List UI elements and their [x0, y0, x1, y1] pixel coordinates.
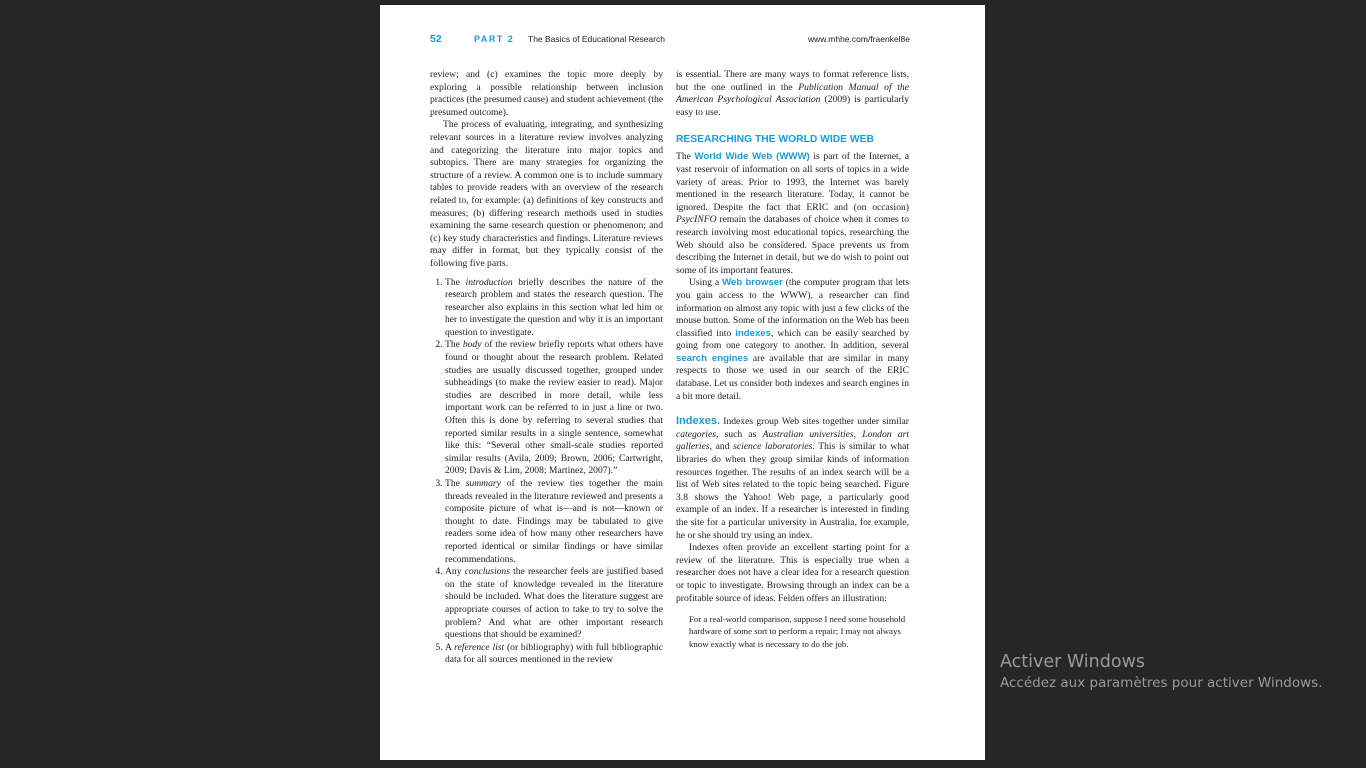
- list-term: conclusions: [464, 566, 510, 578]
- paragraph: Indexes. Indexes group Web sites together under similar categories, such as Australian universities, London art galleries, and science laboratories. This is similar to what libraries do when they group similar kinds of information resources together. The results of an index search will be a list of Web sites related to the topic being searched. Figure 3.8 shows the Yahoo! Web page, a particularly good example of an index. If a researcher is interested in finding the site for a particular university in Australia, for example, he or she should try using an index.: [676, 415, 909, 541]
- header-url: www.mhhe.com/fraenkel8e: [807, 34, 910, 44]
- list-item: 4. Any conclusions the researcher feels are justified based on the state of knowledge revealed in the literature should be included. What does the literature suggest are appropriate courses of action to take to try to solve the problem? And what are other important research questions that should be examined?: [445, 566, 663, 642]
- list-item: 1. The introduction briefly describes the nature of the research problem and states the research question. The researcher also explains in this section what led him or her to investigate the question and why it is an important question to investigate.: [445, 277, 663, 340]
- block-quote: For a real-world comparison, suppose I need some household hardware of some sort to perform a repair; I may not always know exactly what is necessary to do the job.: [689, 614, 906, 649]
- spacer: [676, 403, 909, 415]
- paragraph: Indexes often provide an excellent starting point for a review of the literature. This is especially true when a researcher does not have a clear idea for a research question or topic to investigate. Browsing through an index can be a profitable source of ideas. Felden offers an illustration:: [676, 542, 909, 604]
- watermark-title: Activer Windows: [1000, 652, 1146, 672]
- watermark-subtitle: Accédez aux paramètres pour activer Windows.: [1000, 675, 1323, 691]
- key-term: indexes: [735, 327, 771, 339]
- list-term: introduction: [465, 276, 513, 288]
- subheading: Indexes.: [676, 415, 721, 428]
- document-page: [380, 5, 985, 760]
- paragraph: review; and (c) examines the topic more deeply by exploring a possible relationship between inclusion practices (the presumed cause) and student achievement (the presumed outcome).: [430, 69, 663, 118]
- part-title: The Basics of Educational Research: [528, 34, 666, 44]
- list-term: reference list: [454, 641, 505, 653]
- paragraph: Using a Web browser (the computer program that lets you gain access to the WWW), a researcher can find information on almost any topic with just a few clicks of the mouse button. Some of the information on the Web has been classified into indexes, which can be easily searched by going from one category to another. In addition, several search engines are available that are similar in many respects to those we used in our search of the ERIC database. Let us consider both indexes and search engines in a bit more detail.: [676, 277, 909, 402]
- key-term: Web browser: [722, 277, 783, 289]
- part-label: PART 2: [474, 34, 515, 44]
- section-heading: RESEARCHING THE WORLD WIDE WEB: [676, 134, 874, 146]
- review-parts-list: [430, 277, 663, 667]
- list-item: 5. A reference list (or bibliography) with full bibliographic data for all sources mentioned in the review: [445, 642, 663, 667]
- key-term: World Wide Web (WWW): [694, 151, 810, 163]
- paragraph: The process of evaluating, integrating, and synthesizing relevant sources in a literature review involves analyzing and categorizing the literature into major topics and subtopics. There are many strategies for organizing the structure of a review. A common one is to include summary tables to provide readers with an overview of the research related to, for example: (a) definitions of key constructs and measures; (b) differing research methods used in studies examining the same research question or phenomenon; and (c) key study characteristics and findings. Literature reviews may differ in format, but they typically consist of the following five parts.: [430, 119, 663, 269]
- paragraph: is essential. There are many ways to format reference lists, but the one outlined in the Publication Manual of the American Psychological Association (2009) is particularly easy to use.: [676, 69, 909, 118]
- list-term: body: [462, 339, 482, 351]
- list-term: summary: [465, 478, 501, 489]
- running-header: [430, 33, 910, 47]
- page-number: 52: [430, 33, 442, 45]
- right-column: [676, 69, 909, 650]
- list-item: 3. The summary of the review ties together the main threads revealed in the literature reviewed and presents a composite picture of what is—and is not—known or thought to date. Findings may be tabulated to give readers some idea of how many other researchers have reported identical or similar findings or have similar recommendations.: [445, 478, 663, 566]
- key-term: search engines: [676, 352, 749, 364]
- paragraph: The World Wide Web (WWW) is part of the Internet, a vast reservoir of information on all sorts of topics in a wide variety of areas. Prior to 1993, the Internet was barely mentioned in the research literature. Today, it cannot be ignored. Despite the fact that ERIC and (on occasion) PsycINFO remain the databases of choice when it comes to research involving most educational topics, researching the Web should also be considered. Space prevents us from describing the Internet in detail, but we do wish to point out some of its important features.: [676, 151, 909, 276]
- windows-activation-watermark: [1000, 651, 1322, 693]
- list-item: 2. The body of the review briefly reports what others have found or thought about the research problem. Related studies are usually discussed together, grouped under subheadings (to make the review easier to read). Major studies are described in more detail, while less important work can be referred to in just a line or two. Often this is done by referring to several studies that reported similar results in a single sentence, somewhat like this: “Several other small-scale studies reported similar results (Avila, 2009; Brown, 2006; Cartwright, 2009; Davis & Lim, 2008; Martinez, 2007).”: [445, 339, 663, 478]
- left-column: [430, 69, 663, 667]
